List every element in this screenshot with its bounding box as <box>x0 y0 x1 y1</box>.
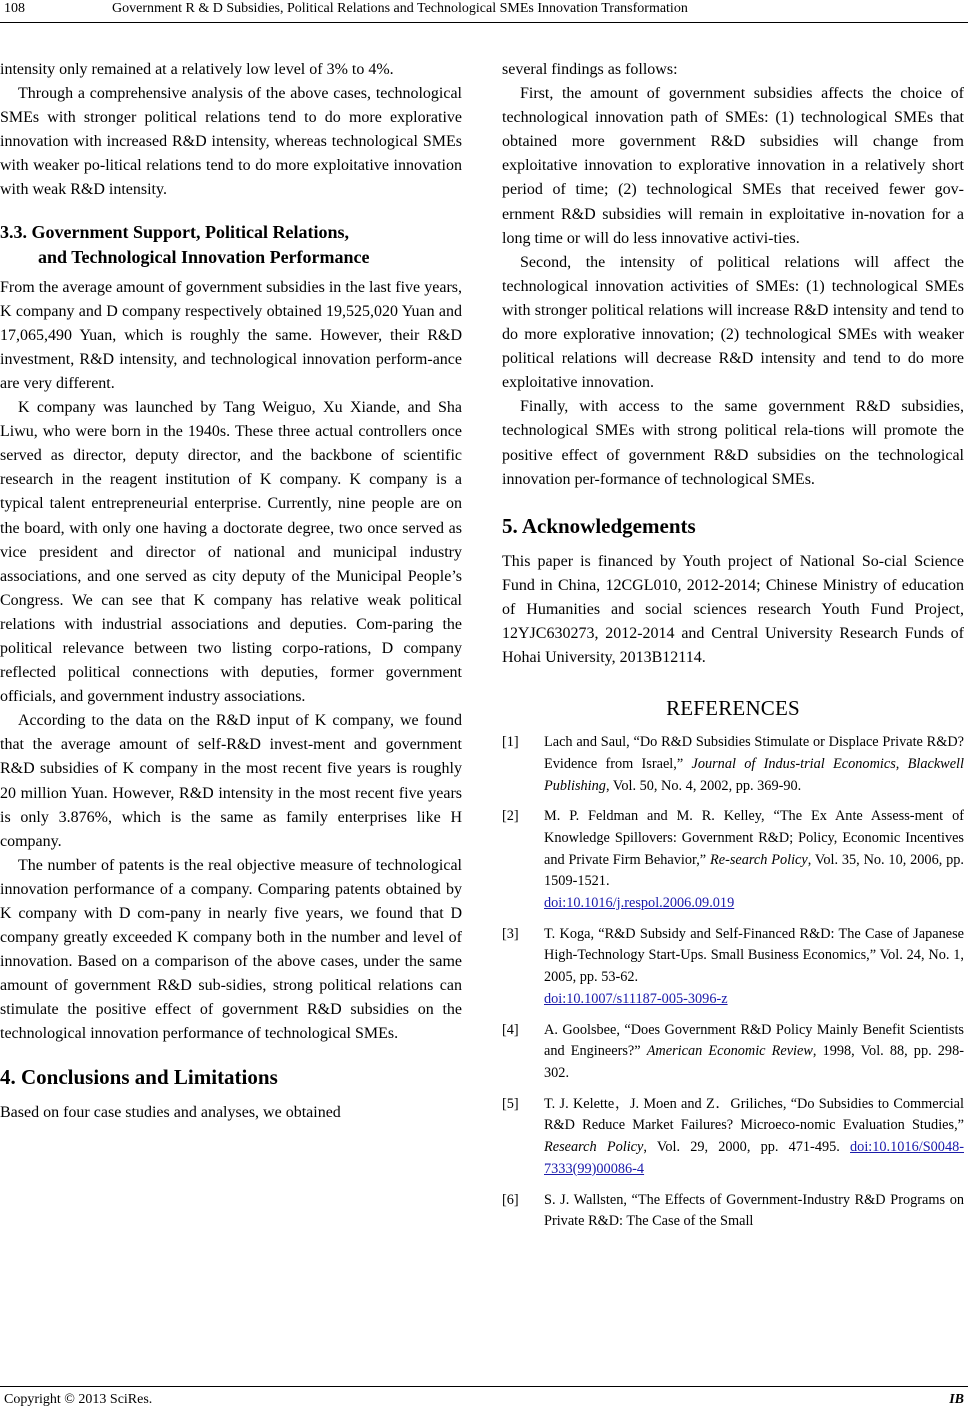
running-title: Government R & D Subsidies, Political Relations and Technological SMEs Innovation Transformation <box>112 1 688 16</box>
section-heading-5: 5. Acknowledgements <box>502 513 696 538</box>
paragraph: This paper is financed by Youth project of National So-cial Science Fund in China, 12CGL010, 2012-2014; Chinese Ministry of education of Humanities and social sciences research Youth Fund Project, 12YJC630273, 2012-2014 and Central University Research Funds of Hohai University, 2013B12114. <box>502 552 964 667</box>
reference-text: T. Koga, “R&D Subsidy and Self-Financed R&D: The Case of Japanese High-Technology Start-Ups. Small Business Economics,” Vol. 24, No. 1, 2005, pp. 53-62. <box>544 925 964 986</box>
reference-text: T. J. Kelette，J. Moen and Z．Griliches, “Do Subsidies to Commercial R&D Reduce Market Failures? Microeco-nomic Evaluation Studies,” <box>544 1095 964 1134</box>
paragraph: From the average amount of government subsidies in the last five years, K company and D company respectively obtained 19,525,020 Yuan and 17,065,490 Yuan, which is roughly the same. However, their R&D investment, R&D intensity, and technological innovation perform-ance are very different. <box>0 278 462 392</box>
reference-text: Lach and Saul, “Do R&D Subsidies Stimulate or Displace Private R&D? Evidence from Israel,” <box>544 734 964 772</box>
doi-link[interactable]: doi:10.1016/S0048-7333(99)00086-4 <box>544 1139 964 1177</box>
reference-text: , Vol. 50, No. 4, 2002, pp. 369-90. <box>605 777 802 794</box>
paragraph: Based on four case studies and analyses, we obtained <box>0 1103 341 1121</box>
right-column <box>502 58 964 1242</box>
left-column <box>0 58 462 1125</box>
reference-journal: Journal of Indus-trial Economics, Blackwell Publishing <box>544 755 964 794</box>
reference-item <box>502 924 964 1011</box>
paragraph: First, the amount of government subsidies affects the choice of technological innovation path of SMEs: (1) technological SMEs that obtained more government R&D subsidies will change from exploitative innovation to explorative innovation in a relatively short period of time; (2) technological SMEs that received fewer gov-ernment R&D subsidies will remain in exploitative in-novation for a long time or will do less innovative activi-ties. <box>502 85 964 247</box>
reference-item <box>502 806 964 915</box>
reference-text: , Vol. 29, 2000, pp. 471-495. <box>643 1139 851 1156</box>
reference-journal: Research Policy <box>544 1139 644 1156</box>
doi-link[interactable]: doi:10.1016/j.respol.2006.09.019 <box>544 895 735 912</box>
reference-number: [4] <box>502 1021 519 1038</box>
reference-number: [1] <box>502 734 519 751</box>
paragraph: Second, the intensity of political relations will affect the technological innovation activities of SMEs: (1) technological SMEs with stronger political relations will increase R&D intensity and tend to do more explorative innovation; (2) technological SMEs with weaker political relations will decrease R&D intensity and tend to do more exploitative innovation. <box>502 253 964 392</box>
reference-number: [6] <box>502 1191 519 1208</box>
journal-abbreviation: IB <box>949 1392 964 1407</box>
paragraph: According to the data on the R&D input of K company, we found that the average amount of self-R&D invest-ment and government R&D subsidies of K company in the most recent five years is roughly 20 million Yuan. However, R&D intensity in the most recent five years is only 3.876%, which is the same as family enterprises like H company. <box>0 712 462 850</box>
reference-text: , 1998, Vol. 88, pp. 298-302. <box>544 1043 964 1081</box>
reference-item <box>502 1020 964 1085</box>
reference-item <box>502 732 964 797</box>
references-heading: REFERENCES <box>666 696 800 721</box>
reference-journal: Re-search Policy <box>709 851 808 868</box>
page-number: 108 <box>4 1 25 16</box>
reference-journal: American Economic Review <box>646 1043 813 1060</box>
reference-number: [2] <box>502 808 519 825</box>
reference-number: [5] <box>502 1095 519 1112</box>
heading-line: and Technological Innovation Performance <box>38 246 370 267</box>
reference-text: M. P. Feldman and M. R. Kelley, “The Ex Ante Assess-ment of Knowledge Spillovers: Government R&D; Policy, Economic Incentives and Private Firm Behavior,” <box>544 808 964 868</box>
doi-link[interactable]: doi:10.1007/s11187-005-3096-z <box>544 990 728 1007</box>
paragraph: Finally, with access to the same government R&D subsidies, technological SMEs with strong political rela-tions will promote the positive effect of government R&D subsidies on the technological innovation per-formance of technological SMEs. <box>502 398 964 488</box>
reference-item <box>502 1190 964 1233</box>
section-heading-3-3 <box>0 220 462 270</box>
paragraph: The number of patents is the real objective measure of technological innovation performance of a company. Comparing patents obtained by K company with D com-pany in nearly five years, we found that D company greatly exceeded K company both in the number and level of innovation. Based on a comparison of the above cases, under the same amount of government R&D sub-sidies, strong political relations can stimulate the positive effect of government R&D subsidies on the technological innovation performance of technological SMEs. <box>0 856 462 1043</box>
copyright-notice: Copyright © 2013 SciRes. <box>4 1392 153 1407</box>
paragraph: several findings as follows: <box>502 61 678 78</box>
footer-rule <box>0 1386 968 1387</box>
page-footer <box>0 1386 968 1410</box>
heading-line: 3.3. Government Support, Political Relations, <box>0 221 349 242</box>
reference-text: , Vol. 35, No. 10, 2006, pp. 1509-1521. <box>544 851 964 890</box>
page-header <box>0 0 968 22</box>
header-rule <box>0 22 968 23</box>
reference-text: S. J. Wallsten, “The Effects of Government-Industry R&D Programs on Private R&D: The Case of the Small <box>544 1191 964 1230</box>
paragraph: Through a comprehensive analysis of the above cases, technological SMEs with stronger political relations tend to do more explorative innovation with increased R&D intensity, whereas technological SMEs with weaker po-litical relations tend to do more exploitative innovation with weak R&D intensity. <box>0 85 462 199</box>
reference-item <box>502 1094 964 1181</box>
section-heading-4: 4. Conclusions and Limitations <box>0 1064 278 1089</box>
paragraph: K company was launched by Tang Weiguo, Xu Xiande, and Sha Liwu, who were born in the 1940s. These three actual controllers once served as director, deputy director, and the backbone of scientific research in the reagent institution of K company. K company is a typical talent entrepreneurial enterprise. Currently, nine people are on the board, with only one having a doctorate degree, two once served as vice president and director of national and municipal industry associations, and one served as city deputy of the Municipal People’s Congress. We can see that K company has relative weak political relations with industrial associations and deputies. Com-paring the political relevance between two listing corpo-rations, D company reflected political connections with deputies, former government officials, and government industry associations. <box>0 399 462 706</box>
paragraph: intensity only remained at a relatively low level of 3% to 4%. <box>0 61 394 78</box>
reference-number: [3] <box>502 925 519 942</box>
reference-text: A. Goolsbee, “Does Government R&D Policy Mainly Benefit Scientists and Engineers?” <box>544 1021 964 1060</box>
